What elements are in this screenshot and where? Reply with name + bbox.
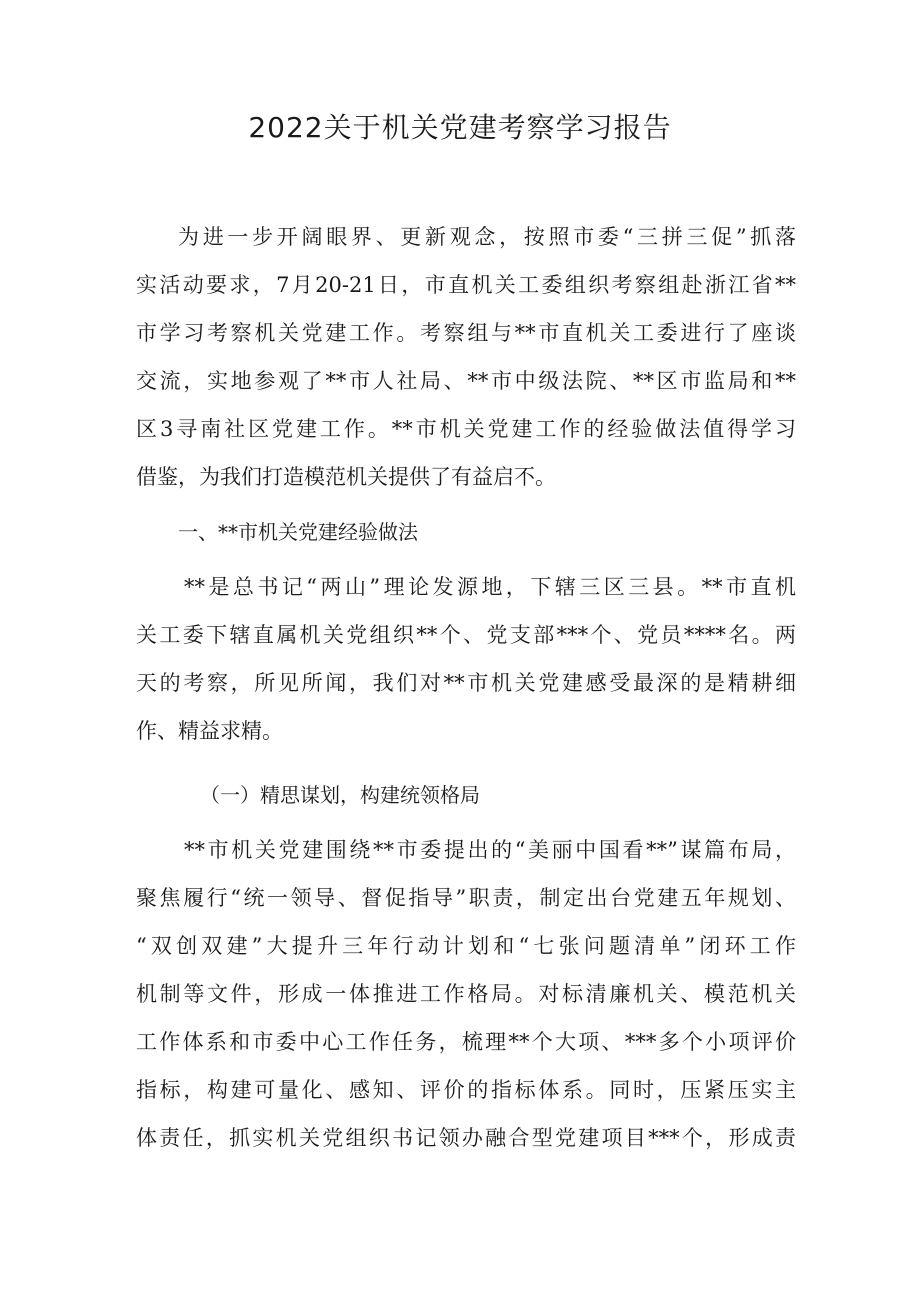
subsection-1-heading: （一）精思谋划，构建统领格局 xyxy=(200,783,480,807)
intro-line-2: 实活动要求，7月20-21日，市直机关工委组织考察组赴浙江省** xyxy=(136,273,796,297)
intro-line-5: 区3寻南社区党建工作。**市机关党建工作的经验做法值得学习 xyxy=(136,417,796,441)
section-1-line-3: 天的考察，所见所闻，我们对**市机关党建感受最深的是精耕细 xyxy=(136,671,796,695)
subsection-1-line-4: 机制等文件，形成一体推进工作格局。对标清廉机关、模范机关 xyxy=(136,982,796,1006)
section-1-line-4: 作、精益求精。 xyxy=(136,719,283,743)
subsection-1-line-6: 指标，构建可量化、感知、评价的指标体系。同时，压紧压实主 xyxy=(136,1078,796,1102)
intro-line-6: 借鉴，为我们打造模范机关提供了有益启不。 xyxy=(136,465,556,489)
subsection-1-line-5: 工作体系和市委中心工作任务，梳理**个大项、***多个小项评价 xyxy=(136,1030,796,1054)
intro-line-4: 交流，实地参观了**市人社局、**市中级法院、**区市监局和** xyxy=(136,369,796,393)
intro-line-3: 市学习考察机关党建工作。考察组与**市直机关工委进行了座谈 xyxy=(136,321,796,345)
intro-line-1: 为进一步开阔眼界、更新观念，按照市委“三拼三促”抓落 xyxy=(178,225,796,249)
subsection-1-line-3: “双创双建”大提升三年行动计划和“七张问题清单”闭环工作 xyxy=(136,934,796,958)
subsection-1-line-1: **市机关党建围绕**市委提出的“美丽中国看**”谋篇布局， xyxy=(184,838,796,862)
subsection-1-line-2: 聚焦履行“统一领导、督促指导”职责，制定出台党建五年规划、 xyxy=(136,886,796,910)
section-1-heading: 一、**市机关党建经验做法 xyxy=(178,520,418,544)
section-1-line-1: **是总书记“两山”理论发源地，下辖三区三县。**市直机 xyxy=(184,575,796,599)
subsection-1-line-7: 体责任，抓实机关党组织书记领办融合型党建项目***个，形成责 xyxy=(136,1126,796,1150)
document-title: 2022关于机关党建考察学习报告 xyxy=(248,111,672,144)
section-1-line-2: 关工委下辖直属机关党组织**个、党支部***个、党员****名。两 xyxy=(136,623,796,647)
